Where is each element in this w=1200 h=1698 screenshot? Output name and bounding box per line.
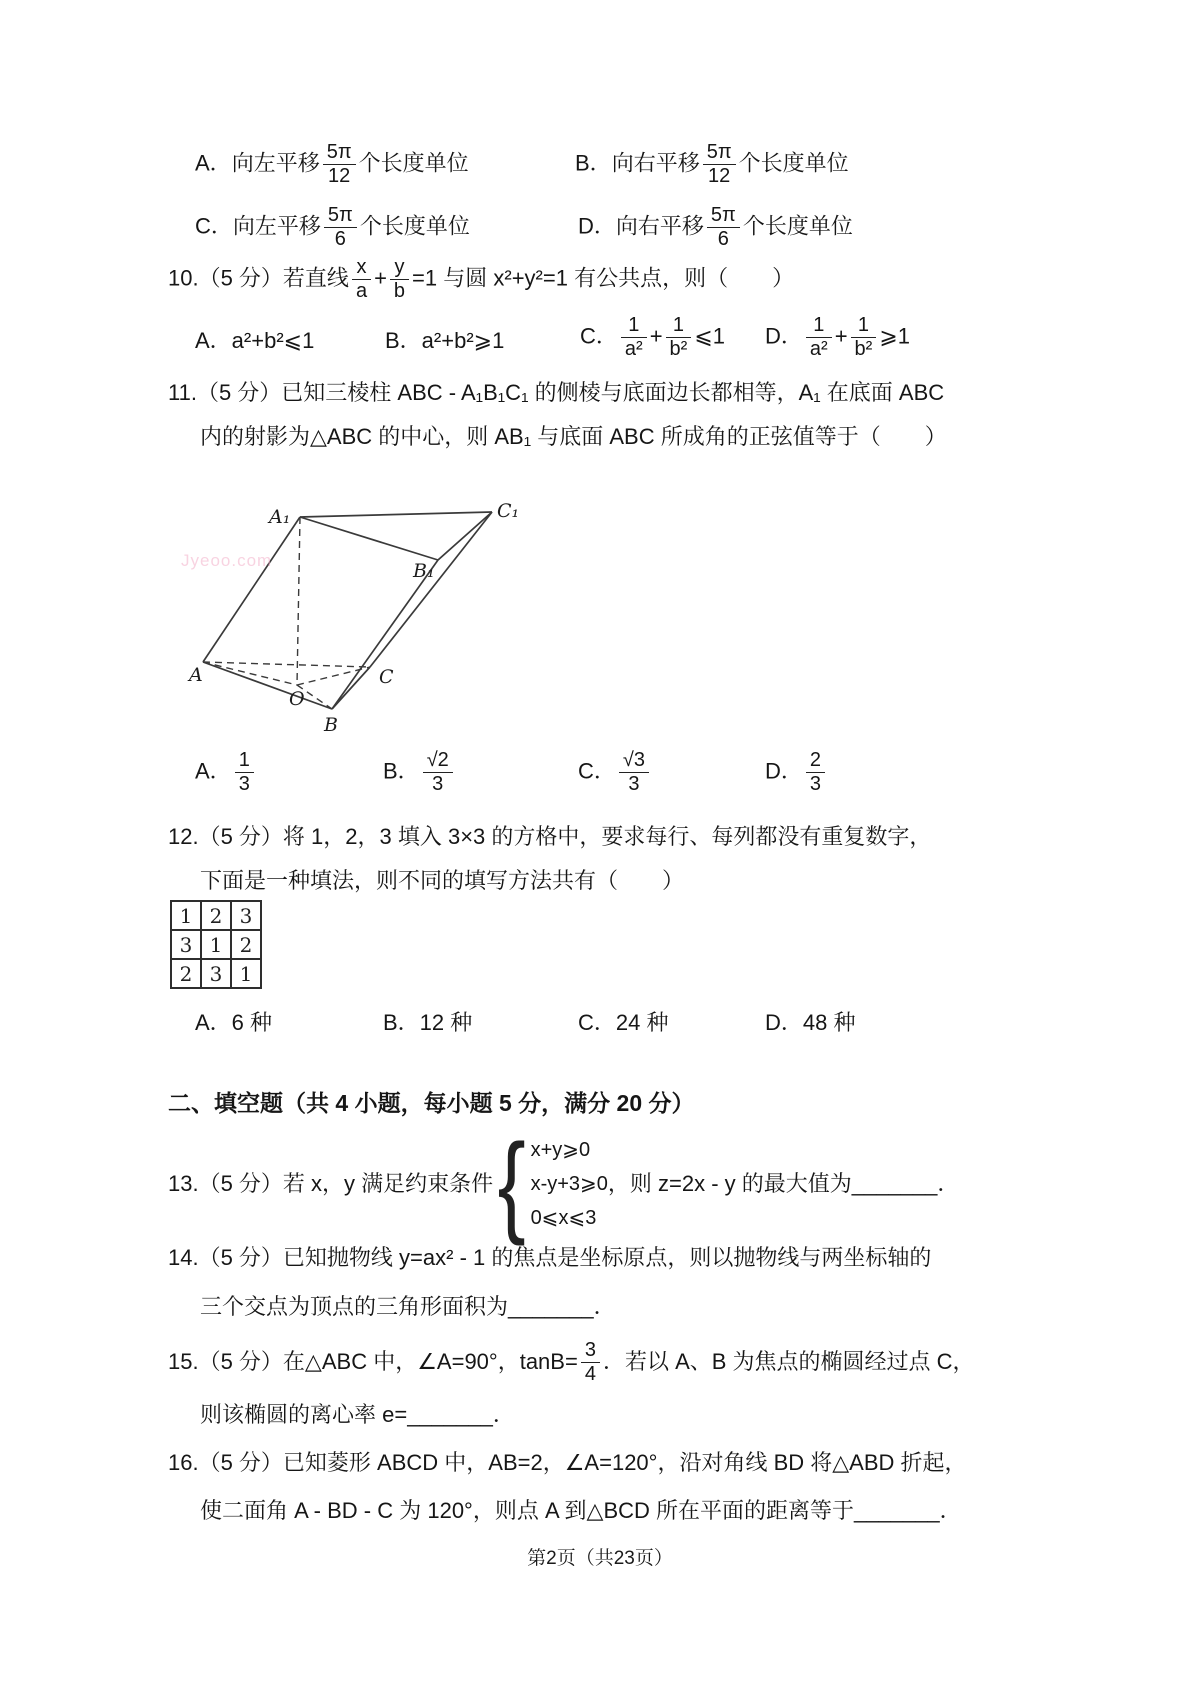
- question-12-stem-line2: 下面是一种填法，则不同的填写方法共有（ ）: [200, 868, 685, 893]
- grid-cell: 3: [201, 959, 231, 988]
- q11-option-b: [383, 749, 456, 796]
- option-letter: D．: [765, 323, 803, 349]
- option-text: 个长度单位: [358, 150, 469, 176]
- option-text: 向左平移: [231, 150, 320, 176]
- vertex-label-c: C: [379, 666, 394, 688]
- system-brace: {: [497, 1121, 526, 1246]
- fraction: [581, 1339, 600, 1386]
- vertex-label-a1: A₁: [269, 506, 291, 528]
- q9-option-c: [195, 204, 470, 251]
- question-15-stem-line1: [168, 1332, 975, 1392]
- option-letter: B．: [575, 150, 612, 176]
- constraint-2: x-y+3⩾0: [530, 1173, 608, 1195]
- vertex-label-b1: B₁: [413, 560, 435, 582]
- grid-row: [171, 930, 261, 959]
- stem-text: 10.（5 分）若直线: [168, 265, 349, 291]
- fraction-numerator: 3: [581, 1339, 600, 1363]
- q12-option-c: C．24 种: [578, 1010, 669, 1035]
- prism-diagram: [173, 465, 533, 745]
- option-letter: D．: [578, 213, 616, 239]
- option-letter: A．: [195, 150, 232, 176]
- q10-option-d: [765, 314, 910, 361]
- grid-row: [171, 901, 261, 930]
- question-14-stem-line2: 三个交点为顶点的三角形面积为_______．: [200, 1294, 616, 1319]
- q9-option-a: [195, 141, 469, 188]
- q11-option-a: [195, 749, 257, 796]
- fraction: [390, 256, 409, 303]
- option-text: 个长度单位: [742, 213, 853, 239]
- question-11-stem-line2: 内的射影为△ABC 的中心，则 AB₁ 与底面 ABC 所成角的正弦值等于（ ）: [200, 424, 947, 449]
- fraction-denominator: 6: [717, 228, 729, 250]
- option-text: 向左平移: [232, 213, 321, 239]
- vertex-label-o: O: [289, 688, 305, 710]
- section-2-heading: 二、填空题（共 4 小题，每小题 5 分，满分 20 分）: [168, 1090, 695, 1116]
- comparison: ⩽1: [694, 323, 726, 349]
- q11-option-c: [578, 749, 652, 796]
- question-12-stem-line1: 12.（5 分）将 1，2，3 填入 3×3 的方格中，要求每行、每列都没有重复数字，: [168, 824, 932, 849]
- grid-cell: 1: [201, 930, 231, 959]
- fraction-denominator: 3: [432, 773, 444, 795]
- q12-option-b: B．12 种: [383, 1010, 473, 1035]
- fraction: [703, 141, 736, 188]
- question-10-options: [168, 310, 1068, 374]
- fraction-numerator: 5π: [703, 141, 736, 165]
- stem-text: 15.（5 分）在△ABC 中，∠A=90°，tanB=: [168, 1349, 578, 1374]
- option-letter: B．: [383, 758, 420, 784]
- fraction-numerator: x: [352, 256, 371, 280]
- fraction-numerator: y: [390, 256, 409, 280]
- fraction-denominator: 12: [328, 165, 351, 187]
- fraction-numerator: 1: [851, 314, 877, 338]
- plus-sign: +: [834, 323, 848, 349]
- question-14-stem-line1: 14.（5 分）已知抛物线 y=ax² - 1 的焦点是坐标原点，则以抛物线与两坐标轴的: [168, 1245, 932, 1270]
- fraction-denominator: b²: [854, 338, 873, 360]
- fraction: [235, 749, 254, 796]
- fraction-denominator: a²: [809, 338, 828, 360]
- fraction-numerator: 5π: [707, 204, 740, 228]
- fraction: [324, 204, 357, 251]
- constraint-system: [531, 1133, 608, 1235]
- page-content: [168, 0, 1088, 1698]
- fraction-numerator: 1: [666, 314, 692, 338]
- q9-option-b: [575, 141, 849, 188]
- q10-option-c: [580, 314, 725, 361]
- grid-row: [171, 959, 261, 988]
- option-letter: A．: [195, 758, 232, 784]
- q9-option-d: [578, 204, 853, 251]
- grid-cell: 3: [231, 901, 261, 930]
- vertex-label-c1: C₁: [497, 500, 520, 522]
- fraction-denominator: 3: [238, 773, 250, 795]
- q10-option-a: A．a²+b²⩽1: [195, 328, 315, 353]
- option-text: 个长度单位: [359, 213, 470, 239]
- fraction: [806, 749, 825, 796]
- fraction-numerator: 5π: [324, 204, 357, 228]
- constraint-1: x+y⩾0: [530, 1139, 591, 1161]
- fraction: [323, 141, 356, 188]
- question-11-stem-line1: 11.（5 分）已知三棱柱 ABC - A₁B₁C₁ 的侧棱与底面边长都相等，A₁ 在底面 ABC: [168, 380, 945, 405]
- fraction-denominator: 12: [708, 165, 731, 187]
- fraction-denominator: b²: [669, 338, 688, 360]
- fraction-denominator: b: [393, 280, 406, 302]
- grid-cell: 2: [231, 930, 261, 959]
- question-15-stem-line2: 则该椭圆的离心率 e=_______．: [200, 1402, 515, 1427]
- fraction: [806, 314, 832, 361]
- fraction-numerator: 1: [621, 314, 647, 338]
- option-letter: C．: [580, 323, 618, 349]
- grid-cell: 1: [231, 959, 261, 988]
- comparison: ⩾1: [879, 323, 911, 349]
- fraction-numerator: √2: [423, 749, 453, 773]
- fraction-denominator: 3: [628, 773, 640, 795]
- fraction: [666, 314, 692, 361]
- page-footer: 第2页（共23页）: [527, 1548, 673, 1569]
- option-letter: C．: [578, 758, 616, 784]
- question-16-stem-line2: 使二面角 A - BD - C 为 120°，则点 A 到△BCD 所在平面的距离等于_______．: [200, 1498, 962, 1523]
- question-10-stem: [168, 256, 794, 303]
- fraction: [423, 749, 453, 796]
- question-12-options: [168, 1008, 1068, 1048]
- option-letter: C．: [195, 213, 233, 239]
- fraction-numerator: 5π: [323, 141, 356, 165]
- fraction-denominator: a²: [624, 338, 643, 360]
- grid-cell: 3: [171, 930, 201, 959]
- constraint-3: 0⩽x⩽3: [530, 1207, 597, 1229]
- plus-sign: +: [374, 265, 387, 291]
- question-11-options: [168, 745, 1068, 809]
- fraction-denominator: 6: [334, 228, 346, 250]
- option-letter: D．: [765, 758, 803, 784]
- question-9-options-row-1: [168, 133, 1068, 195]
- prism-figure: [173, 465, 533, 745]
- q10-option-b: B．a²+b²⩾1: [385, 328, 505, 353]
- q12-option-a: A．6 种: [195, 1010, 273, 1035]
- fraction: [619, 749, 649, 796]
- grid-cell: 2: [201, 901, 231, 930]
- question-16-stem-line1: 16.（5 分）已知菱形 ABCD 中，AB=2，∠A=120°，沿对角线 BD 将△ABD 折起，: [168, 1450, 967, 1475]
- latin-square-grid: [170, 900, 262, 989]
- fraction-numerator: 1: [806, 314, 832, 338]
- equals-one: =1: [412, 265, 438, 291]
- option-text: 向右平移: [611, 150, 700, 176]
- grid-cell: 2: [171, 959, 201, 988]
- grid-cell: 1: [171, 901, 201, 930]
- vertex-label-b: B: [324, 714, 338, 736]
- fraction-denominator: a: [355, 280, 368, 302]
- fraction-numerator: 1: [235, 749, 254, 773]
- stem-text: 与圆 x²+y²=1 有公共点，则（ ）: [443, 265, 795, 291]
- fraction-numerator: √3: [619, 749, 649, 773]
- fraction-denominator: 3: [809, 773, 822, 795]
- question-9-options-row-2: [168, 196, 1068, 258]
- q12-option-d: D．48 种: [765, 1010, 856, 1035]
- stem-text: ．若以 A、B 为焦点的椭圆经过点 C，: [602, 1349, 975, 1374]
- vertex-label-a: A: [189, 664, 203, 686]
- q11-option-d: [765, 749, 828, 796]
- option-text: 个长度单位: [738, 150, 849, 176]
- stem-text: ，则 z=2x - y 的最大值为_______．: [607, 1171, 960, 1196]
- question-13: [168, 1121, 960, 1246]
- fraction: [851, 314, 877, 361]
- plus-sign: +: [649, 323, 663, 349]
- stem-text: 13.（5 分）若 x，y 满足约束条件: [168, 1171, 494, 1196]
- option-text: 向右平移: [615, 213, 704, 239]
- fraction-numerator: 2: [806, 749, 825, 773]
- fraction: [707, 204, 740, 251]
- fraction: [621, 314, 647, 361]
- fraction: [352, 256, 371, 303]
- fraction-denominator: 4: [584, 1362, 596, 1385]
- watermark: Jyeoo.com: [181, 551, 273, 570]
